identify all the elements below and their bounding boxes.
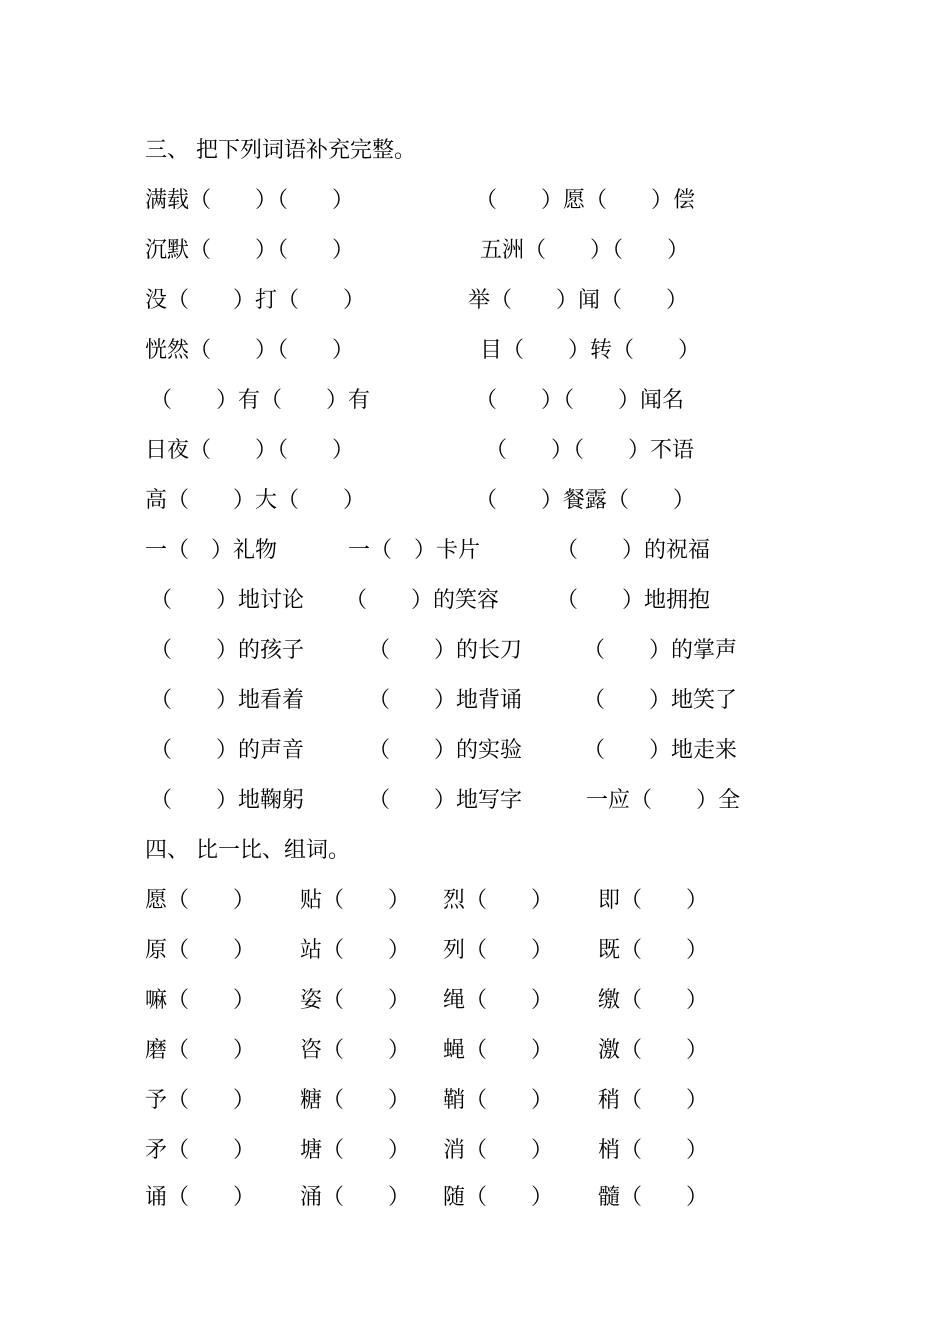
fill-blank-item: 一应（ ）全: [586, 788, 741, 813]
fill-blank-item: （ ）地鞠躬: [150, 788, 305, 813]
word-group-item: 绳（ ）: [443, 988, 554, 1013]
fill-blank-item: （ ）的掌声: [583, 638, 738, 663]
word-group-item: 梢（ ）: [598, 1138, 709, 1163]
word-group-item: 糖（ ）: [300, 1088, 411, 1113]
section3-row-8: [0, 531, 950, 571]
fill-blank-item: （ ）的实验: [368, 738, 523, 763]
word-group-item: 站（ ）: [300, 938, 411, 963]
fill-blank-item: 日夜（ ）（ ）: [145, 438, 355, 463]
word-group-item: 原（ ）: [145, 938, 256, 963]
word-group-item: 烈（ ）: [443, 888, 554, 913]
word-group-item: 塘（ ）: [300, 1138, 411, 1163]
fill-blank-item: 一（ ）卡片: [348, 538, 481, 563]
word-group-item: 激（ ）: [598, 1038, 709, 1063]
section3-row-7: [0, 481, 950, 521]
section4-row-5: [0, 1081, 950, 1121]
fill-blank-item: 一（ ）礼物: [145, 538, 278, 563]
fill-blank-item: （ ）的笑容: [345, 588, 500, 613]
section3-heading-line: [0, 131, 950, 171]
fill-blank-item: 五洲（ ）（ ）: [480, 238, 690, 263]
fill-blank-item: （ ）有（ ）有: [150, 388, 371, 413]
word-group-item: 消（ ）: [443, 1138, 554, 1163]
word-group-item: 姿（ ）: [300, 988, 411, 1013]
section3-row-2: [0, 231, 950, 271]
section3-row-13: [0, 781, 950, 821]
section3-row-9: [0, 581, 950, 621]
fill-blank-item: （ ）的孩子: [150, 638, 305, 663]
word-group-item: 涌（ ）: [300, 1185, 411, 1210]
word-group-item: 嘛（ ）: [145, 988, 256, 1013]
section3-row-4: [0, 331, 950, 371]
fill-blank-item: 举（ ）闻（ ）: [468, 288, 689, 313]
word-group-item: 缴（ ）: [598, 988, 709, 1013]
section4-row-7: [0, 1178, 950, 1218]
fill-blank-item: （ ）地走来: [583, 738, 738, 763]
fill-blank-item: （ ）愿（ ）偿: [475, 188, 696, 213]
section3-heading: 三、 把下列词语补充完整。: [145, 138, 416, 163]
word-group-item: 既（ ）: [598, 938, 709, 963]
section4-row-1: [0, 881, 950, 921]
fill-blank-item: （ ）地拥抱: [556, 588, 711, 613]
word-group-item: 贴（ ）: [300, 888, 411, 913]
fill-blank-item: （ ）餐露（ ）: [475, 488, 696, 513]
fill-blank-item: （ ）地看着: [150, 688, 305, 713]
section4-heading-line: [0, 831, 950, 871]
word-group-item: 稍（ ）: [598, 1088, 709, 1113]
word-group-item: 即（ ）: [598, 888, 709, 913]
fill-blank-item: 满载（ ）（ ）: [145, 188, 355, 213]
section3-row-6: [0, 431, 950, 471]
fill-blank-item: 目（ ）转（ ）: [480, 338, 701, 363]
fill-blank-item: （ ）（ ）闻名: [475, 388, 685, 413]
section3-row-3: [0, 281, 950, 321]
word-group-item: 列（ ）: [443, 938, 554, 963]
section4-row-2: [0, 931, 950, 971]
section3-row-1: [0, 181, 950, 221]
section4-row-3: [0, 981, 950, 1021]
fill-blank-item: （ ）地写字: [368, 788, 523, 813]
word-group-item: 髓（ ）: [598, 1185, 709, 1210]
section3-row-11: [0, 681, 950, 721]
word-group-item: 随（ ）: [443, 1185, 554, 1210]
word-group-item: 蝇（ ）: [443, 1038, 554, 1063]
fill-blank-item: （ ）的祝福: [556, 538, 711, 563]
fill-blank-item: （ ）地背诵: [368, 688, 523, 713]
word-group-item: 矛（ ）: [145, 1138, 256, 1163]
fill-blank-item: （ ）的长刀: [368, 638, 523, 663]
fill-blank-item: 沉默（ ）（ ）: [145, 238, 355, 263]
fill-blank-item: 恍然（ ）（ ）: [145, 338, 355, 363]
section3-row-12: [0, 731, 950, 771]
fill-blank-item: 没（ ）打（ ）: [145, 288, 366, 313]
fill-blank-item: （ ）地笑了: [583, 688, 738, 713]
section4-row-6: [0, 1131, 950, 1171]
word-group-item: 鞘（ ）: [443, 1088, 554, 1113]
word-group-item: 磨（ ）: [145, 1038, 256, 1063]
word-group-item: 咨（ ）: [300, 1038, 411, 1063]
section3-row-5: [0, 381, 950, 421]
fill-blank-item: （ ）地讨论: [150, 588, 305, 613]
fill-blank-item: （ ）的声音: [150, 738, 305, 763]
section3-row-10: [0, 631, 950, 671]
section4-row-4: [0, 1031, 950, 1071]
word-group-item: 愿（ ）: [145, 888, 256, 913]
word-group-item: 予（ ）: [145, 1088, 256, 1113]
fill-blank-item: （ ）（ ）不语: [485, 438, 695, 463]
word-group-item: 诵（ ）: [145, 1185, 256, 1210]
section4-heading: 四、 比一比、组词。: [145, 838, 350, 863]
fill-blank-item: 高（ ）大（ ）: [145, 488, 366, 513]
